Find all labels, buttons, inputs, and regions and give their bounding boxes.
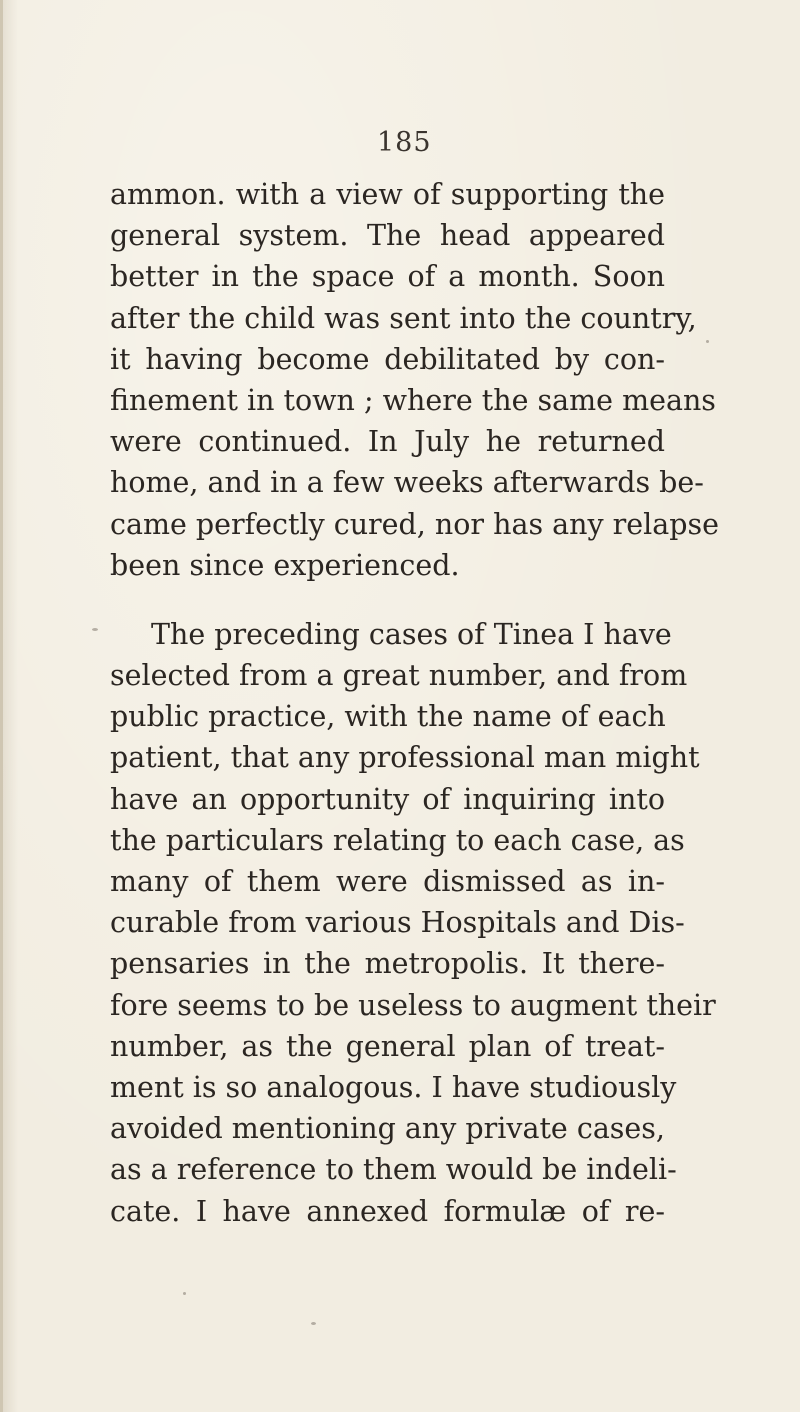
text-line: after the child was sent into the country, [110, 301, 697, 335]
text-line: ment is so analogous. I have studiously [110, 1070, 677, 1104]
text-line: general system. The head appeared [110, 219, 665, 253]
text-line: many of them were dismissed as in- [110, 865, 665, 898]
text-line: finement in town ; where the same means [110, 383, 716, 417]
text-line: The preceding cases of Tinea I have [151, 617, 672, 651]
paper-speck [183, 1292, 186, 1295]
text-line: number, as the general plan of treat- [110, 1029, 665, 1063]
paper-speck [92, 628, 98, 631]
body-text [110, 174, 719, 1232]
text-line: have an opportunity of inquiring into [110, 782, 665, 816]
paragraph-gap [110, 586, 665, 614]
text-line: as a reference to them would be indeli- [110, 1153, 677, 1187]
text-line: been since experienced. [110, 548, 460, 582]
page-edge [0, 0, 3, 1412]
text-line: curable from various Hospitals and Dis- [110, 906, 685, 940]
text-line: avoided mentioning any private cases, [110, 1112, 665, 1146]
text-line: pensaries in the metropolis. It there- [110, 947, 665, 981]
text-line: were continued. In July he returned [110, 425, 665, 459]
text-line: came perfectly cured, nor has any relapse [110, 507, 719, 541]
text-line: better in the space of a month. Soon [110, 260, 665, 294]
text-line: home, and in a few weeks afterwards be- [110, 466, 704, 500]
text-line: ammon. with a view of supporting the [110, 178, 665, 211]
paragraph-1 [110, 174, 719, 586]
text-line: the particulars relating to each case, as [110, 823, 685, 857]
text-line: cate. I have annexed formulæ of re- [110, 1194, 665, 1228]
page-number: 185 [377, 127, 432, 158]
text-line: selected from a great number, and from [110, 659, 688, 693]
text-line: it having become debilitated by con- [110, 342, 665, 376]
text-line: fore seems to be useless to augment their [110, 988, 716, 1022]
text-line: patient, that any professional man might [110, 741, 700, 775]
text-line: public practice, with the name of each [110, 700, 666, 734]
paper-speck [706, 340, 709, 343]
paragraph-2 [110, 614, 716, 1232]
paper-speck [311, 1322, 316, 1325]
